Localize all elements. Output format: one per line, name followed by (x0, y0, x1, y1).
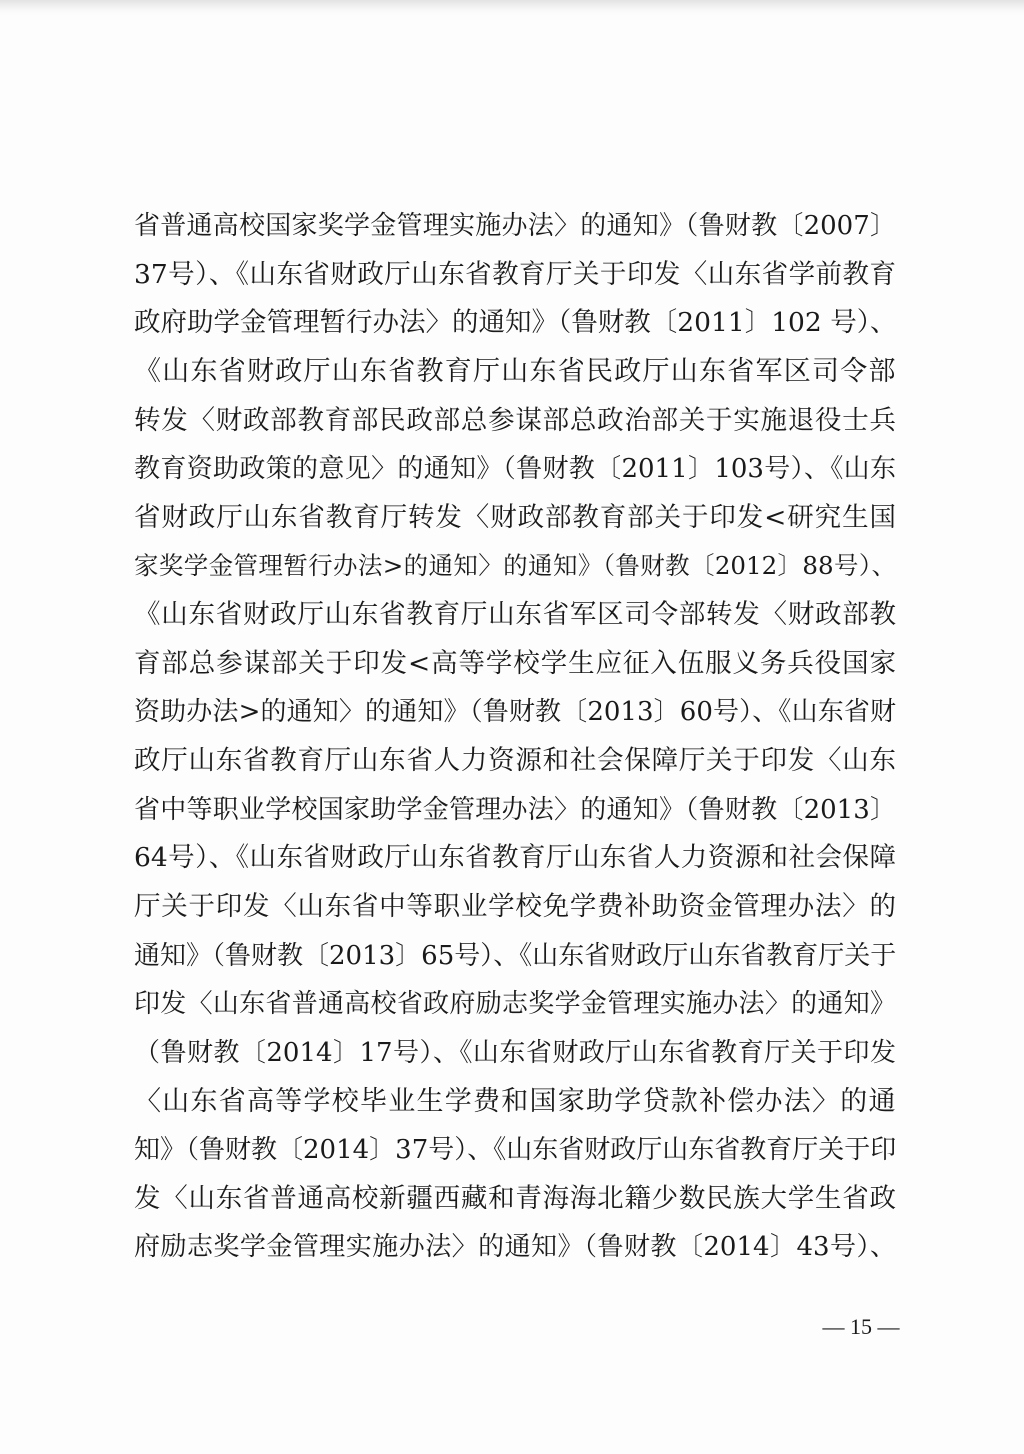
text-line: 政厅山东省教育厅山东省人力资源和社会保障厅关于印发〈山东 (134, 745, 896, 777)
text-line: 家奖学金管理暂行办法>的通知〉的通知》（鲁财教〔2012〕88号）、 (134, 551, 896, 581)
text-line: 资助办法>的通知〉的通知》（鲁财教〔2013〕60号）、《山东省财 (134, 697, 896, 728)
text-line: 《山东省财政厅山东省教育厅山东省民政厅山东省军区司令部 (134, 355, 896, 387)
text-line: 省普通高校国家奖学金管理实施办法〉的通知》（鲁财教〔2007〕 (134, 211, 896, 241)
text-line: 知》（鲁财教〔2014〕37号）、《山东省财政厅山东省教育厅关于印 (134, 1135, 897, 1166)
body-text (134, 202, 896, 1272)
text-line: 省中等职业学校国家助学金管理办法〉的通知》（鲁财教〔2013〕 (134, 794, 896, 825)
text-line: 《山东省财政厅山东省教育厅山东省军区司令部转发〈财政部教 (134, 599, 896, 631)
scan-edge-shadow (0, 0, 1024, 16)
text-line: 政府助学金管理暂行办法〉的通知》（鲁财教〔2011〕102 号）、 (134, 307, 897, 339)
text-line: 37号）、《山东省财政厅山东省教育厅关于印发〈山东省学前教育 (134, 258, 896, 290)
text-line: 厅关于印发〈山东省中等职业学校免学费补助资金管理办法〉的 (134, 890, 896, 922)
text-line: 省财政厅山东省教育厅转发〈财政部教育部关于印发<研究生国 (134, 501, 896, 533)
text-line: 印发〈山东省普通高校省政府励志奖学金管理实施办法〉的通知》 (134, 989, 896, 1020)
text-line: 府励志奖学金管理实施办法〉的通知》（鲁财教〔2014〕43号）、 (134, 1232, 896, 1263)
text-line: （鲁财教〔2014〕17号）、《山东省财政厅山东省教育厅关于印发 (134, 1037, 896, 1068)
text-line: 〈山东省高等学校毕业生学费和国家助学贷款补偿办法〉的通 (134, 1085, 896, 1117)
page-number: — 15 — (822, 1314, 900, 1339)
text-line: 育部总参谋部关于印发<高等学校学生应征入伍服义务兵役国家 (134, 647, 896, 679)
text-line: 教育资助政策的意见〉的通知》（鲁财教〔2011〕103号）、《山东 (134, 454, 896, 485)
text-line: 通知》（鲁财教〔2013〕65号）、《山东省财政厅山东省教育厅关于 (134, 940, 897, 971)
text-line: 转发〈财政部教育部民政部总参谋部总政治部关于实施退役士兵 (134, 404, 896, 436)
text-line: 64号）、《山东省财政厅山东省教育厅山东省人力资源和社会保障 (134, 842, 896, 874)
text-line: 发〈山东省普通高校新疆西藏和青海海北籍少数民族大学生省政 (134, 1182, 896, 1214)
